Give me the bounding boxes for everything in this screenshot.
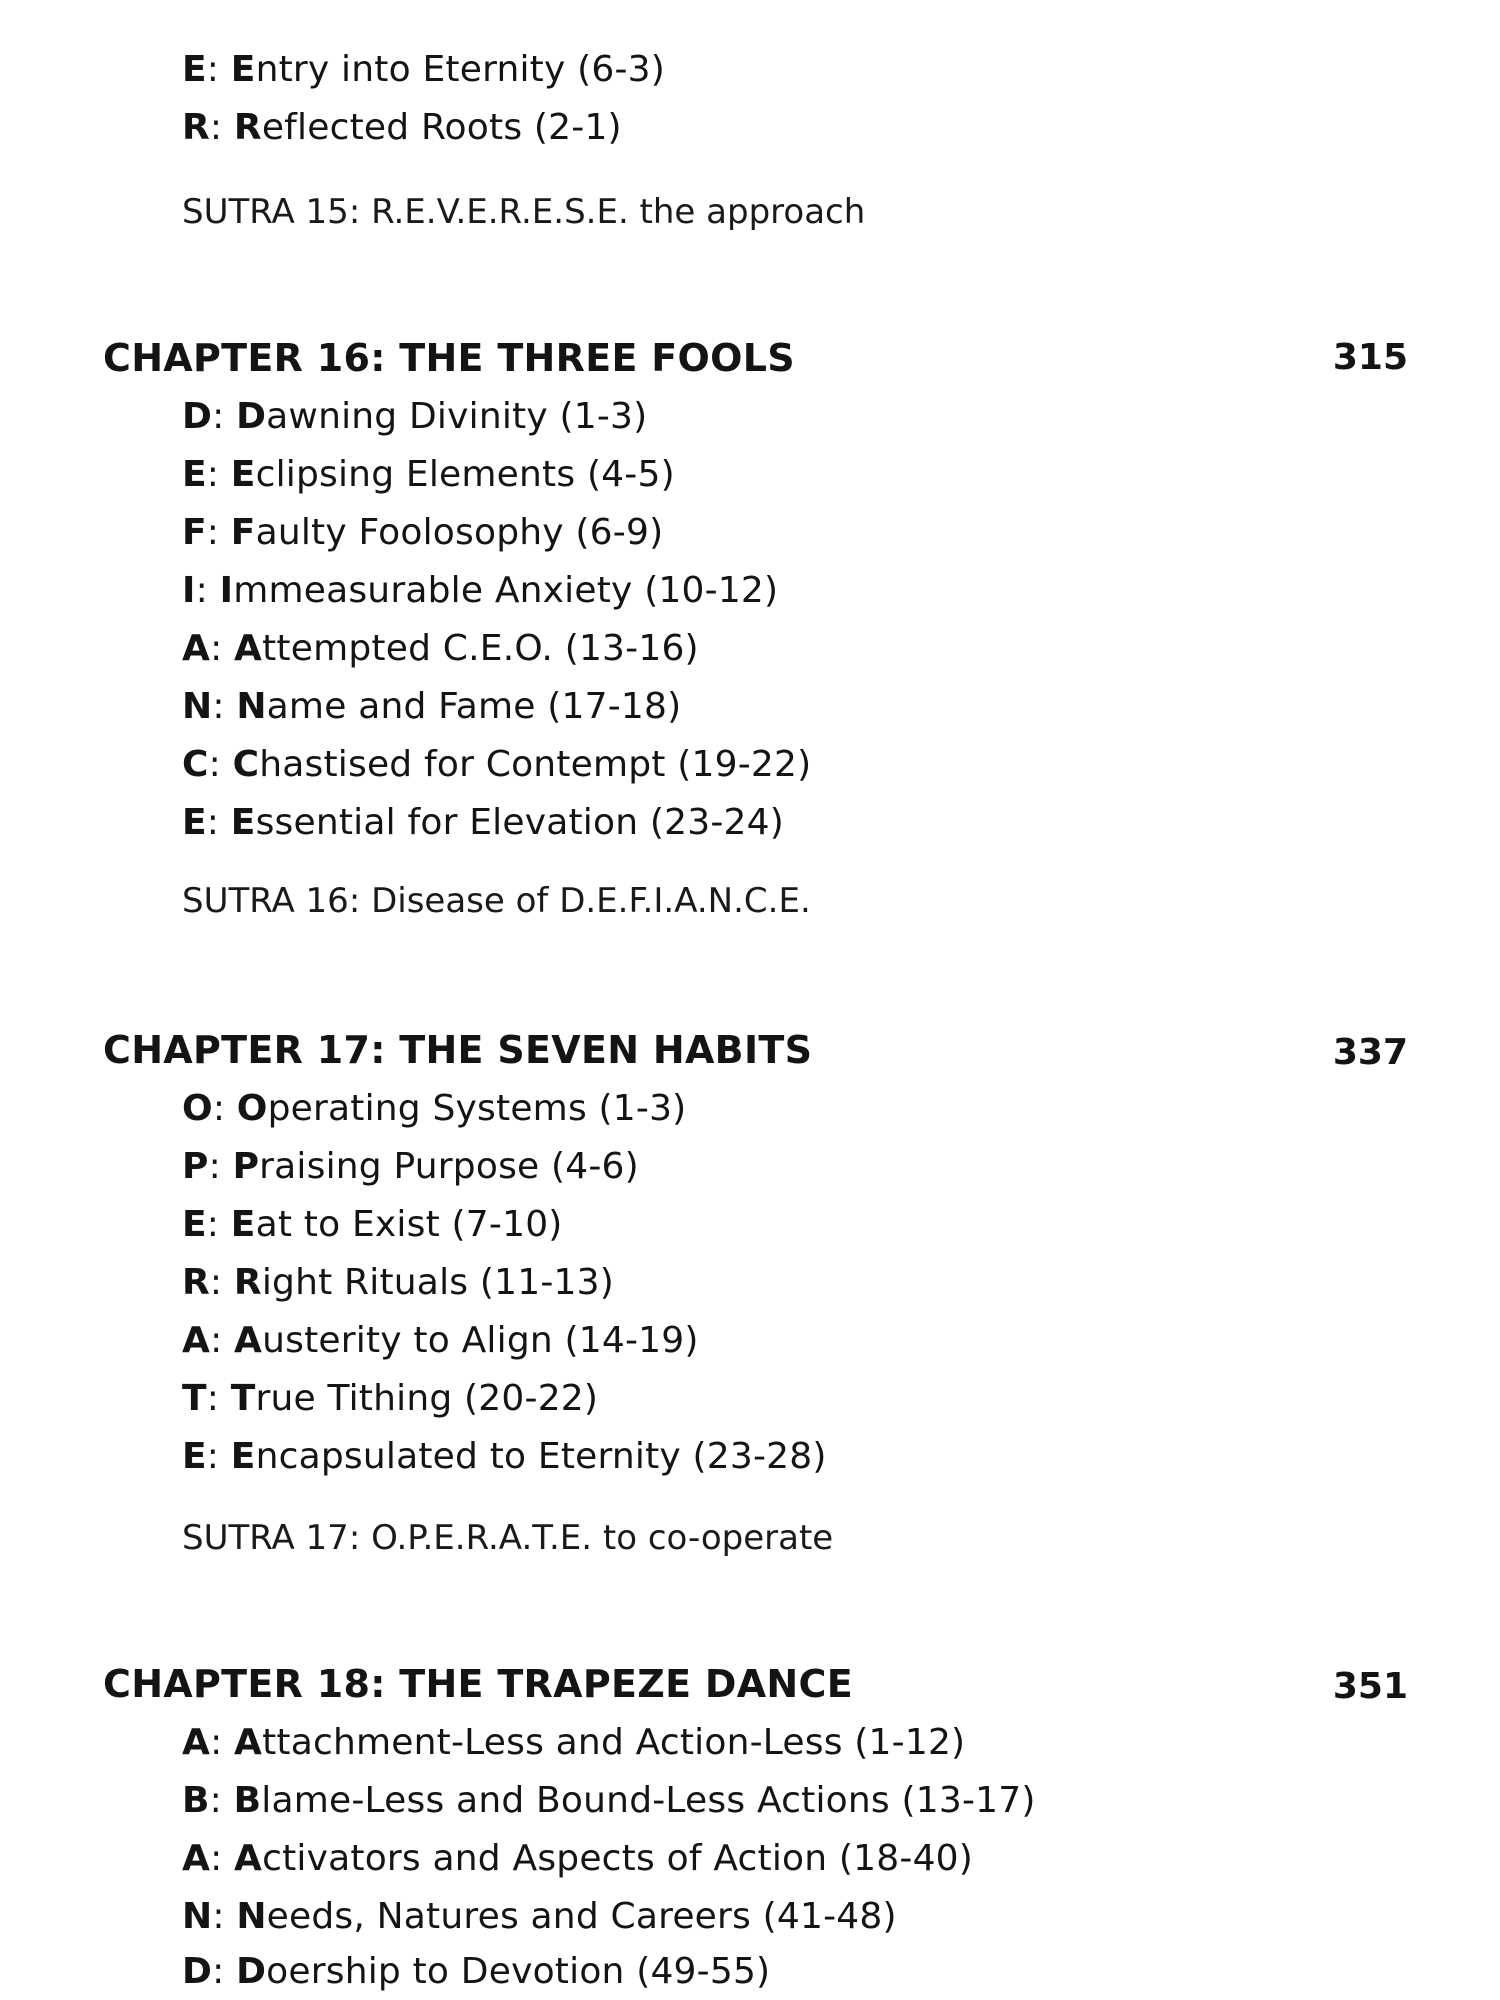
item-text: hastised for Contempt (19-22): [259, 744, 812, 785]
list-item: P: Praising Purpose (4-6): [182, 1146, 639, 1187]
chapter-title: CHAPTER 16: THE THREE FOOLS: [103, 336, 795, 380]
list-item: E: Eclipsing Elements (4-5): [182, 454, 675, 495]
item-text: lame-Less and Bound-Less Actions (13-17): [261, 1780, 1036, 1821]
item-text: ncapsulated to Eternity (23-28): [255, 1436, 827, 1477]
item-initial: R: [233, 1262, 262, 1303]
item-initial: E: [230, 49, 256, 90]
item-text: clipsing Elements (4-5): [255, 454, 675, 495]
item-text: ttempted C.E.O. (13-16): [262, 628, 699, 669]
list-item: A: Austerity to Align (14-19): [182, 1320, 699, 1361]
list-item: I: Immeasurable Anxiety (10-12): [182, 570, 779, 611]
item-letter: B: [182, 1780, 210, 1821]
item-letter: R: [182, 1262, 210, 1303]
item-initial: O: [236, 1088, 268, 1129]
chapter-page-number: 315: [1332, 337, 1408, 378]
item-text: perating Systems (1-3): [267, 1088, 687, 1129]
list-item: E: Entry into Eternity (6-3): [182, 49, 666, 90]
item-initial: P: [232, 1146, 260, 1187]
item-text: eeds, Natures and Careers (41-48): [266, 1896, 897, 1937]
list-item: F: Faulty Foolosophy (6-9): [182, 512, 664, 553]
item-letter: A: [182, 1722, 211, 1763]
chapter-title: CHAPTER 17: THE SEVEN HABITS: [103, 1028, 813, 1072]
item-text: ntry into Eternity (6-3): [255, 49, 666, 90]
item-text: mmeasurable Anxiety (10-12): [233, 570, 779, 611]
sutra-line: SUTRA 17: O.P.E.R.A.T.E. to co-operate: [182, 1518, 834, 1558]
item-initial: R: [233, 107, 262, 148]
item-initial: N: [236, 686, 267, 727]
item-initial: D: [236, 1951, 267, 1992]
item-initial: C: [232, 744, 260, 785]
item-text: awning Divinity (1-3): [266, 396, 648, 437]
item-initial: A: [234, 1722, 263, 1763]
item-letter: D: [182, 396, 213, 437]
item-text: ttachment-Less and Action-Less (1-12): [262, 1722, 966, 1763]
item-initial: E: [230, 1204, 256, 1245]
item-letter: E: [182, 1204, 207, 1245]
item-text: aulty Foolosophy (6-9): [255, 512, 664, 553]
item-letter: R: [182, 107, 210, 148]
item-text: ight Rituals (11-13): [261, 1262, 614, 1303]
item-initial: A: [234, 1320, 263, 1361]
item-text: ctivators and Aspects of Action (18-40): [262, 1838, 974, 1879]
list-item: C: Chastised for Contempt (19-22): [182, 744, 812, 785]
item-letter: F: [182, 512, 207, 553]
list-item: D: Doership to Devotion (49-55): [182, 1951, 771, 1992]
item-letter: N: [182, 686, 213, 727]
item-letter: E: [182, 1436, 207, 1477]
list-item: O: Operating Systems (1-3): [182, 1088, 687, 1129]
item-text: ame and Fame (17-18): [266, 686, 682, 727]
item-letter: D: [182, 1951, 213, 1992]
chapter-page-number: 351: [1332, 1666, 1408, 1707]
item-letter: I: [182, 570, 196, 611]
item-initial: I: [219, 570, 234, 611]
item-initial: T: [230, 1378, 256, 1419]
item-letter: P: [182, 1146, 209, 1187]
item-text: ssential for Elevation (23-24): [255, 802, 784, 843]
item-initial: E: [230, 802, 256, 843]
item-letter: E: [182, 454, 207, 495]
chapter-page-number: 337: [1332, 1032, 1408, 1073]
item-letter: A: [182, 1320, 211, 1361]
list-item: N: Needs, Natures and Careers (41-48): [182, 1896, 897, 1937]
list-item: D: Dawning Divinity (1-3): [182, 396, 648, 437]
item-letter: A: [182, 1838, 211, 1879]
item-text: raising Purpose (4-6): [259, 1146, 639, 1187]
item-text: eflected Roots (2-1): [261, 107, 622, 148]
list-item: R: Right Rituals (11-13): [182, 1262, 614, 1303]
item-initial: A: [234, 628, 263, 669]
item-letter: E: [182, 802, 207, 843]
item-initial: D: [236, 396, 267, 437]
item-initial: F: [230, 512, 256, 553]
item-text: rue Tithing (20-22): [255, 1378, 599, 1419]
chapter-title: CHAPTER 18: THE TRAPEZE DANCE: [103, 1662, 853, 1706]
list-item: A: Attempted C.E.O. (13-16): [182, 628, 699, 669]
sutra-line: SUTRA 15: R.E.V.E.R.E.S.E. the approach: [182, 192, 866, 232]
list-item: B: Blame-Less and Bound-Less Actions (13-17): [182, 1780, 1036, 1821]
item-initial: E: [230, 454, 256, 495]
list-item: N: Name and Fame (17-18): [182, 686, 682, 727]
item-letter: E: [182, 49, 207, 90]
item-letter: N: [182, 1896, 213, 1937]
item-text: at to Exist (7-10): [255, 1204, 563, 1245]
item-text: oership to Devotion (49-55): [266, 1951, 771, 1992]
item-letter: C: [182, 744, 209, 785]
list-item: E: Eat to Exist (7-10): [182, 1204, 563, 1245]
list-item: R: Reflected Roots (2-1): [182, 107, 622, 148]
list-item: A: Attachment-Less and Action-Less (1-12): [182, 1722, 966, 1763]
list-item: A: Activators and Aspects of Action (18-40): [182, 1838, 974, 1879]
list-item: T: True Tithing (20-22): [182, 1378, 599, 1419]
item-initial: E: [230, 1436, 256, 1477]
item-letter: O: [182, 1088, 213, 1129]
item-text: usterity to Align (14-19): [262, 1320, 699, 1361]
sutra-line: SUTRA 16: Disease of D.E.F.I.A.N.C.E.: [182, 881, 811, 921]
item-letter: A: [182, 628, 211, 669]
item-initial: B: [233, 1780, 262, 1821]
list-item: E: Encapsulated to Eternity (23-28): [182, 1436, 827, 1477]
item-initial: A: [234, 1838, 263, 1879]
list-item: E: Essential for Elevation (23-24): [182, 802, 784, 843]
item-letter: T: [182, 1378, 207, 1419]
item-initial: N: [236, 1896, 267, 1937]
